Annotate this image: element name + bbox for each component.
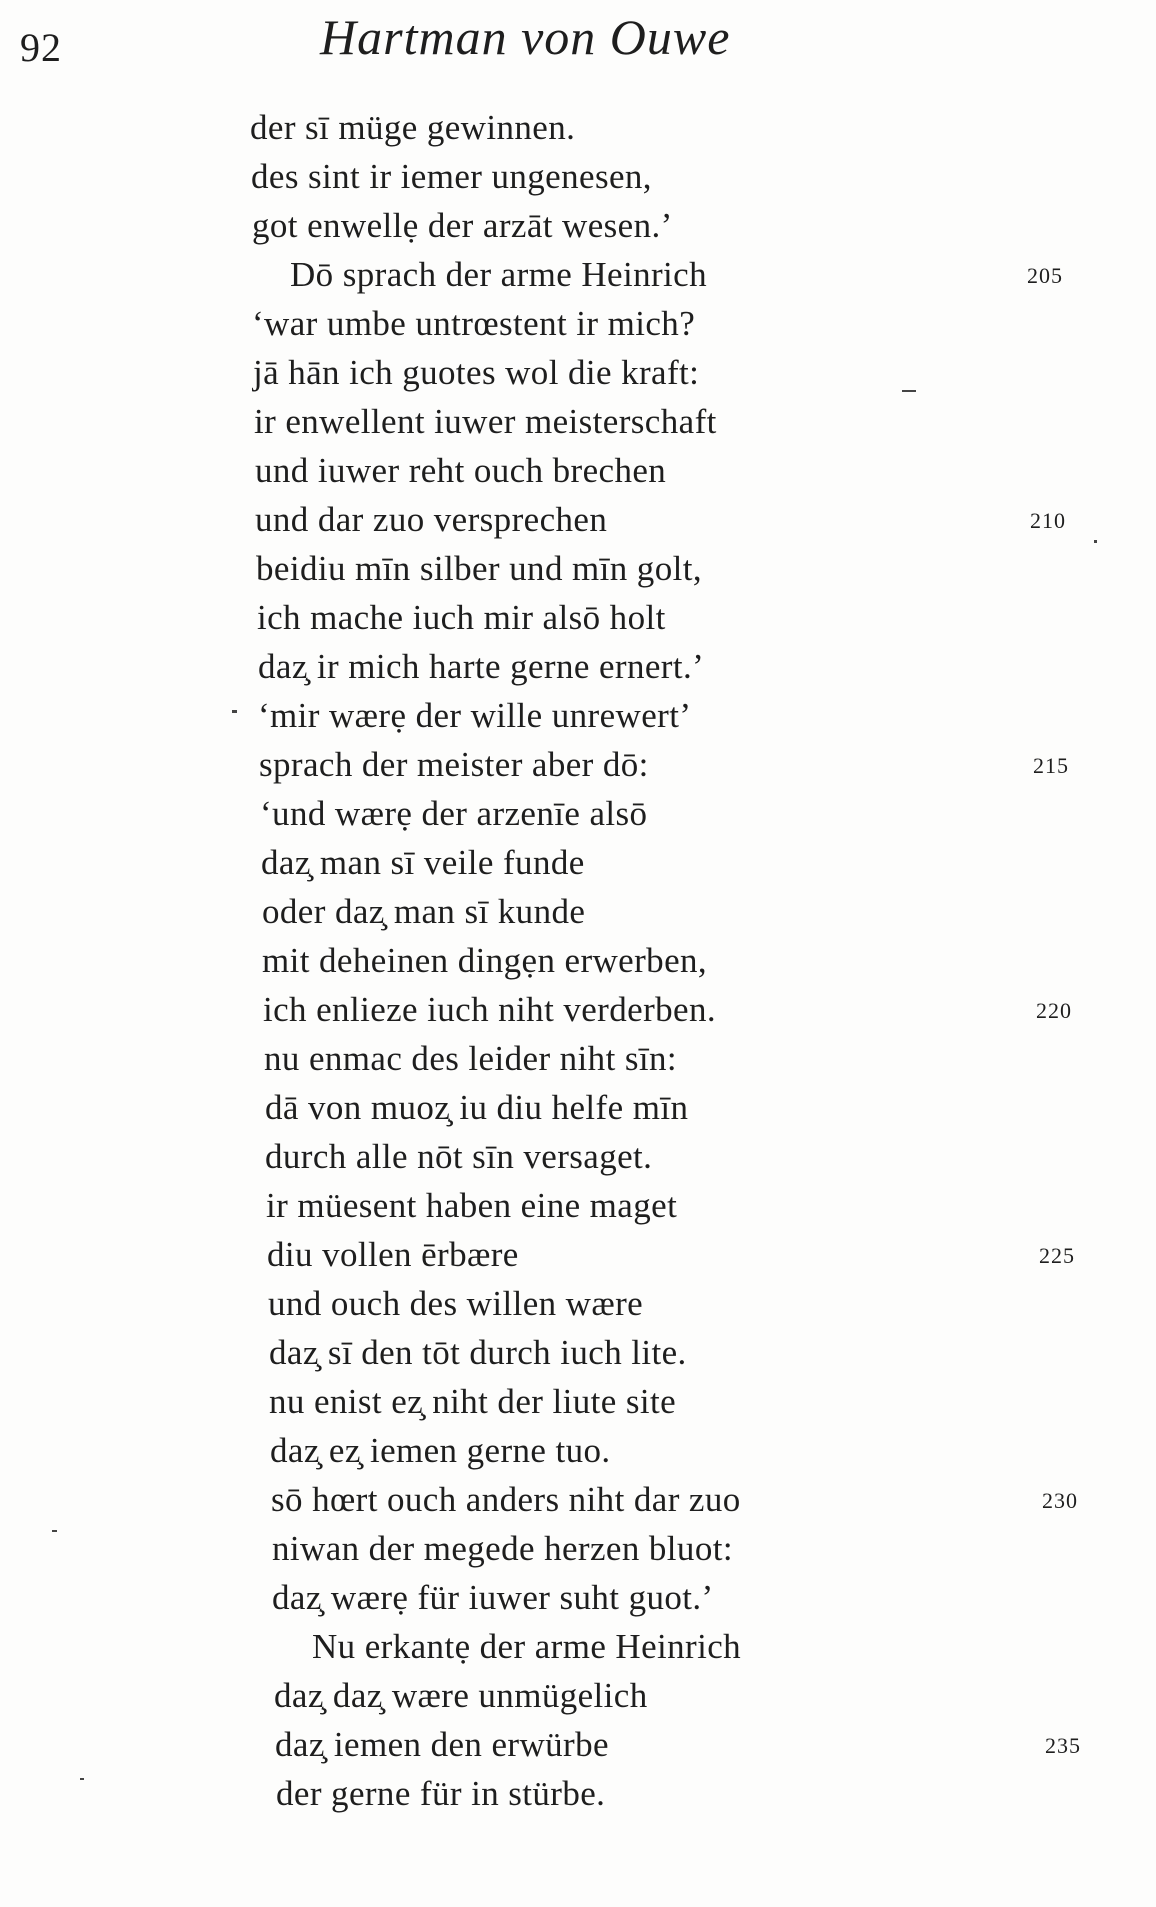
verse-line: oder daz̧ man sī kunde <box>262 892 586 931</box>
verse-line: ir müesent haben eine maget <box>266 1186 678 1225</box>
verse-line: jā hān ich guotes wol die kraft: <box>253 353 700 392</box>
verse-line: durch alle nōt sīn versaget. <box>265 1137 653 1176</box>
line-number: 220 <box>1036 998 1072 1023</box>
line-number: 235 <box>1045 1733 1081 1758</box>
verse-line: daz̧ wærẹ für iuwer suht guot.’ <box>272 1578 714 1617</box>
verse-line: daz̧ ez̧ iemen gerne tuo. <box>270 1431 611 1470</box>
line-number: 205 <box>1027 263 1063 288</box>
verse-line: sō hœrt ouch anders niht dar zuo <box>271 1480 741 1519</box>
verse-line: ich enlieze iuch niht verderben. <box>263 990 717 1029</box>
verse-line: sprach der meister aber dō: <box>259 745 649 784</box>
verse-line: got enwellẹ der arzāt wesen.’ <box>252 206 673 245</box>
line-number: 230 <box>1042 1488 1078 1513</box>
verse-line: des sint ir iemer ungenesen, <box>251 157 652 196</box>
verse-line: ich mache iuch mir alsō holt <box>257 598 666 637</box>
verse-line: dā von muoz̧ iu diu helfe mīn <box>265 1088 689 1127</box>
verse-line: Dō sprach der arme Heinrich <box>290 255 708 294</box>
verse-line: ‘war umbe untrœstent ir mich? <box>252 304 696 343</box>
verse-line: ‘mir wærẹ der wille unrewert’ <box>258 696 692 735</box>
scan-speck <box>80 1778 84 1780</box>
verse-line: nu enmac des leider niht sīn: <box>264 1039 678 1078</box>
verse-line: ir enwellent iuwer meisterschaft <box>254 402 717 441</box>
line-number: 215 <box>1033 753 1069 778</box>
scan-speck <box>902 390 916 392</box>
verse-line: ‘und wærẹ der arzenīe alsō <box>260 794 648 833</box>
line-number: 210 <box>1030 508 1066 533</box>
verse-line: niwan der megede herzen bluot: <box>272 1529 733 1568</box>
verse-line: daz̧ sī den tōt durch iuch lite. <box>269 1333 687 1372</box>
verse-line: der sī müge gewinnen. <box>250 108 576 147</box>
verse-line: der gerne für in stürbe. <box>276 1774 606 1813</box>
running-title: Hartman von Ouwe <box>320 9 731 65</box>
verse-line: und ouch des willen wære <box>268 1284 644 1323</box>
scan-speck <box>1094 540 1097 543</box>
verse-line: beidiu mīn silber und mīn golt, <box>256 549 702 588</box>
verse-line: diu vollen ērbære <box>267 1235 519 1274</box>
verse-line: und dar zuo versprechen <box>255 500 608 539</box>
line-number: 225 <box>1039 1243 1075 1268</box>
verse-line: daz̧ man sī veile funde <box>261 843 585 882</box>
scan-speck <box>232 710 237 713</box>
verse-line: mit deheinen dingẹn erwerben, <box>262 941 708 980</box>
verse-line: nu enist ez̧ niht der liute site <box>269 1382 677 1421</box>
verse-line: daz̧ ir mich harte gerne ernert.’ <box>258 647 705 686</box>
verse-line: Nu erkantẹ der arme Heinrich <box>312 1627 742 1666</box>
page-number: 92 <box>20 25 62 70</box>
verse-line: daz̧ iemen den erwürbe <box>275 1725 609 1764</box>
verse-line: daz̧ daz̧ wære unmügelich <box>274 1676 648 1715</box>
scan-speck <box>52 1530 57 1532</box>
verse-line: und iuwer reht ouch brechen <box>255 451 667 490</box>
